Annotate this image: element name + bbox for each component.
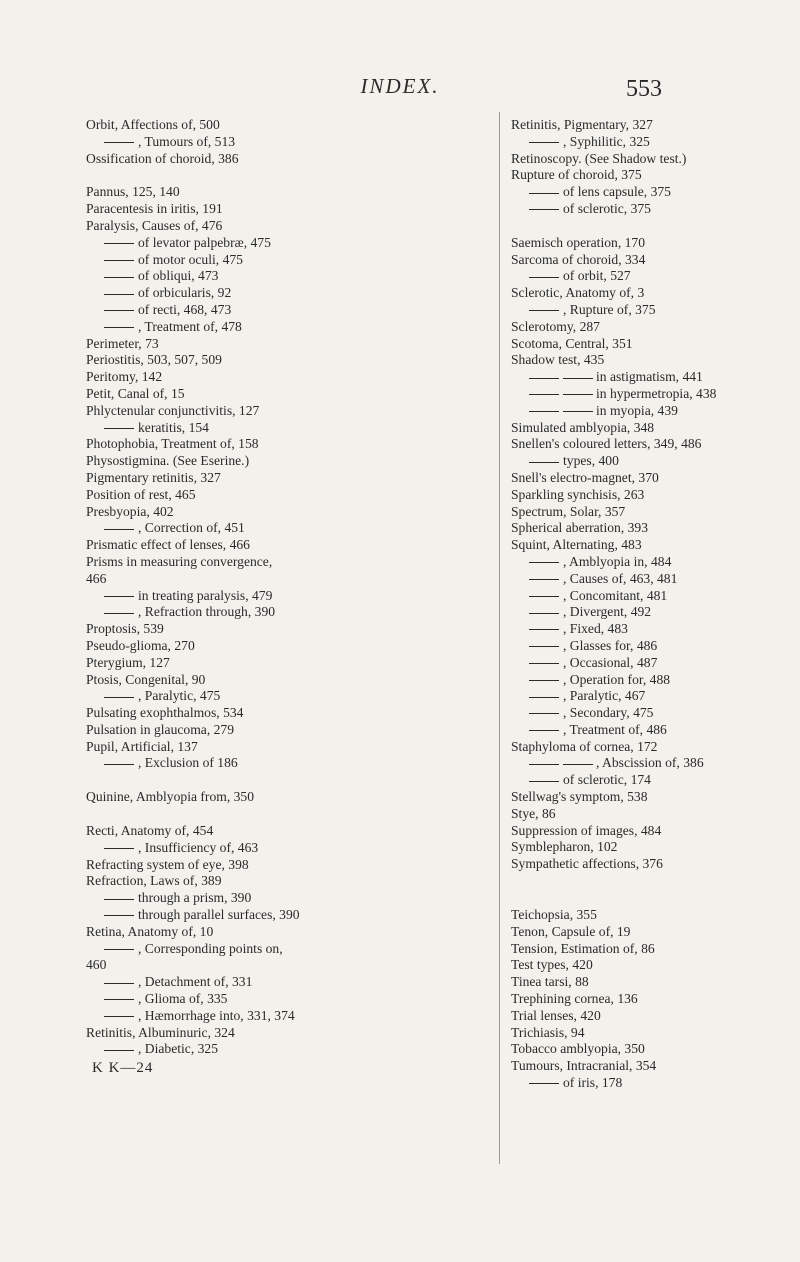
entry-text: in treating paralysis, 479 xyxy=(138,587,273,603)
entry-text: , Correction of, 451 xyxy=(138,520,245,536)
entry-text: Prismatic effect of lenses, 466 xyxy=(86,537,250,553)
ditto-dash xyxy=(529,209,559,210)
entry-text: in hypermetropia, 438 xyxy=(596,385,717,401)
entry-text: Petit, Canal of, 15 xyxy=(86,385,185,401)
index-subentry xyxy=(86,941,481,958)
entry-text: Sympathetic affections, 376 xyxy=(511,856,663,872)
entry-text: Sarcoma of choroid, 334 xyxy=(511,251,646,267)
entry-text: , Secondary, 475 xyxy=(563,705,654,721)
ditto-dash xyxy=(529,713,559,714)
entry-text: of sclerotic, 174 xyxy=(563,772,651,788)
entry-text: Suppression of images, 484 xyxy=(511,822,662,838)
entry-text: , Tumours of, 513 xyxy=(138,133,236,149)
index-subentry xyxy=(86,991,481,1008)
entry-text: Rupture of choroid, 375 xyxy=(511,167,642,183)
index-entry xyxy=(86,655,481,672)
running-header: INDEX. xyxy=(360,74,440,98)
index-subentry xyxy=(511,604,751,621)
entry-text: Trephining cornea, 136 xyxy=(511,991,638,1007)
entry-text: Saemisch operation, 170 xyxy=(511,234,646,250)
entry-text: Tobacco amblyopia, 350 xyxy=(511,1041,645,1057)
index-subentry xyxy=(511,638,751,655)
entry-text: Pterygium, 127 xyxy=(86,654,170,670)
entry-text: , Rupture of, 375 xyxy=(563,301,656,317)
ditto-dash xyxy=(529,680,559,681)
ditto-dash xyxy=(563,394,593,395)
index-subentry xyxy=(511,772,751,789)
entry-text: Retinitis, Pigmentary, 327 xyxy=(511,117,653,132)
index-entry-continuation xyxy=(86,571,481,588)
entry-text: Sparkling synchisis, 263 xyxy=(511,486,645,502)
entry-text: Tenon, Capsule of, 19 xyxy=(511,923,631,939)
entry-text: Sclerotic, Anatomy of, 3 xyxy=(511,285,645,301)
entry-text: Phlyctenular conjunctivitis, 127 xyxy=(86,402,260,418)
index-subentry xyxy=(511,588,751,605)
section-gap xyxy=(511,218,751,235)
ditto-dash xyxy=(104,899,134,900)
ditto-dash xyxy=(529,730,559,731)
index-entry xyxy=(511,537,751,554)
index-entry xyxy=(511,941,751,958)
index-entry xyxy=(511,991,751,1008)
entry-text: Pannus, 125, 140 xyxy=(86,184,180,200)
index-subentry xyxy=(511,655,751,672)
index-entry xyxy=(511,167,751,184)
entry-text: , Amblyopia in, 484 xyxy=(563,553,672,569)
index-column-right xyxy=(511,117,751,1092)
index-entry xyxy=(86,705,481,722)
entry-text: Symblepharon, 102 xyxy=(511,839,618,855)
ditto-dash xyxy=(104,428,134,429)
entry-text: in myopia, 439 xyxy=(596,402,678,418)
index-entry xyxy=(86,823,481,840)
index-entry xyxy=(511,285,751,302)
entry-text: , Diabetic, 325 xyxy=(138,1041,219,1057)
entry-text: , Treatment of, 478 xyxy=(138,318,242,334)
entry-text: Presbyopia, 402 xyxy=(86,503,174,519)
index-entry xyxy=(86,789,481,806)
ditto-dash xyxy=(529,596,559,597)
entry-text: Pulsating exophthalmos, 534 xyxy=(86,705,244,721)
index-subentry xyxy=(511,268,751,285)
entry-text: Tension, Estimation of, 86 xyxy=(511,940,655,956)
entry-text: of obliqui, 473 xyxy=(138,268,219,284)
entry-text: Spectrum, Solar, 357 xyxy=(511,503,626,519)
ditto-dash xyxy=(104,1016,134,1017)
ditto-dash xyxy=(529,310,559,311)
ditto-dash xyxy=(104,848,134,849)
ditto-dash xyxy=(529,629,559,630)
ditto-dash xyxy=(104,294,134,295)
index-subentry xyxy=(86,134,481,151)
entry-text: of orbicularis, 92 xyxy=(138,285,232,301)
index-entry xyxy=(511,1041,751,1058)
entry-text: 460 xyxy=(86,957,107,973)
index-entry xyxy=(86,453,481,470)
ditto-dash xyxy=(104,983,134,984)
index-entry xyxy=(511,470,751,487)
entry-text: Physostigmina. (See Eserine.) xyxy=(86,453,250,469)
index-entry xyxy=(511,856,751,873)
ditto-dash xyxy=(529,411,559,412)
index-entry xyxy=(86,336,481,353)
index-entry xyxy=(86,873,481,890)
ditto-dash xyxy=(563,411,593,412)
entry-text: Ossification of choroid, 386 xyxy=(86,150,239,166)
index-subentry xyxy=(86,252,481,269)
ditto-dash xyxy=(529,697,559,698)
ditto-dash xyxy=(104,596,134,597)
entry-text: , Fixed, 483 xyxy=(563,621,628,637)
entry-text: , Exclusion of 186 xyxy=(138,755,238,771)
index-entry xyxy=(511,839,751,856)
index-entry xyxy=(86,403,481,420)
entry-text: of lens capsule, 375 xyxy=(563,184,671,200)
column-divider xyxy=(499,112,500,1164)
index-subentry xyxy=(86,302,481,319)
entry-text: , Syphilitic, 325 xyxy=(563,133,650,149)
entry-text: Teichopsia, 355 xyxy=(511,907,597,923)
entry-text: Stye, 86 xyxy=(511,805,556,821)
entry-text: Orbit, Affections of, 500 xyxy=(86,117,220,132)
entry-text: Tumours, Intracranial, 354 xyxy=(511,1058,657,1074)
entry-text: , Operation for, 488 xyxy=(563,671,671,687)
ditto-dash xyxy=(104,260,134,261)
entry-text: Paracentesis in iritis, 191 xyxy=(86,201,223,217)
ditto-dash xyxy=(529,781,559,782)
ditto-dash xyxy=(529,562,559,563)
entry-text: , Paralytic, 475 xyxy=(138,688,221,704)
index-subentry xyxy=(511,403,751,420)
entry-text: through a prism, 390 xyxy=(138,890,252,906)
ditto-dash xyxy=(529,764,559,765)
index-entry xyxy=(511,1025,751,1042)
entry-text: Pulsation in glaucoma, 279 xyxy=(86,721,235,737)
ditto-dash xyxy=(529,579,559,580)
index-subentry xyxy=(86,319,481,336)
index-subentry xyxy=(86,840,481,857)
index-entry xyxy=(86,218,481,235)
section-gap xyxy=(511,890,751,907)
index-subentry xyxy=(511,302,751,319)
index-entry-continuation xyxy=(86,957,481,974)
entry-text: Squint, Alternating, 483 xyxy=(511,537,642,553)
index-subentry xyxy=(511,386,751,403)
index-entry xyxy=(86,722,481,739)
index-entry xyxy=(511,235,751,252)
index-subentry xyxy=(511,554,751,571)
entry-text: 466 xyxy=(86,570,107,586)
entry-text: in astigmatism, 441 xyxy=(596,369,703,385)
index-subentry xyxy=(86,420,481,437)
index-entry xyxy=(86,201,481,218)
entry-text: Perimeter, 73 xyxy=(86,335,159,351)
index-entry xyxy=(86,739,481,756)
ditto-dash xyxy=(104,327,134,328)
ditto-dash xyxy=(529,277,559,278)
entry-text: Snell's electro-magnet, 370 xyxy=(511,469,659,485)
index-entry xyxy=(511,1058,751,1075)
entry-text: keratitis, 154 xyxy=(138,419,209,435)
entry-text: Spherical aberration, 393 xyxy=(511,520,649,536)
ditto-dash xyxy=(104,697,134,698)
entry-text: Retina, Anatomy of, 10 xyxy=(86,923,214,939)
index-subentry xyxy=(86,520,481,537)
index-subentry xyxy=(86,907,481,924)
index-subentry xyxy=(86,890,481,907)
index-subentry xyxy=(86,755,481,772)
index-entry xyxy=(511,336,751,353)
entry-text: , Concomitant, 481 xyxy=(563,587,668,603)
index-entry xyxy=(511,352,751,369)
index-subentry xyxy=(86,1041,481,1058)
printer-signature: K K—24 xyxy=(92,1060,154,1077)
index-entry xyxy=(511,117,751,134)
section-gap xyxy=(86,772,481,789)
index-column-left xyxy=(86,117,481,1077)
entry-text: Stellwag's symptom, 538 xyxy=(511,789,648,805)
ditto-dash xyxy=(104,142,134,143)
ditto-dash xyxy=(529,613,559,614)
entry-text: Ptosis, Congenital, 90 xyxy=(86,671,206,687)
index-entry xyxy=(86,352,481,369)
index-entry xyxy=(511,739,751,756)
entry-text: of recti, 468, 473 xyxy=(138,301,232,317)
ditto-dash xyxy=(529,462,559,463)
ditto-dash xyxy=(104,529,134,530)
entry-text: , Glasses for, 486 xyxy=(563,637,658,653)
ditto-dash xyxy=(104,999,134,1000)
index-subentry xyxy=(511,369,751,386)
ditto-dash xyxy=(529,378,559,379)
index-subentry xyxy=(511,134,751,151)
ditto-dash xyxy=(104,764,134,765)
entry-text: Shadow test, 435 xyxy=(511,352,605,368)
index-entry xyxy=(86,924,481,941)
ditto-dash xyxy=(104,243,134,244)
entry-text: through parallel surfaces, 390 xyxy=(138,907,300,923)
entry-text: , Refraction through, 390 xyxy=(138,604,276,620)
entry-text: Refracting system of eye, 398 xyxy=(86,856,249,872)
entry-text: Paralysis, Causes of, 476 xyxy=(86,217,223,233)
entry-text: Retinoscopy. (See Shadow test.) xyxy=(511,150,687,166)
index-entry xyxy=(86,369,481,386)
entry-text: Periostitis, 503, 507, 509 xyxy=(86,352,222,368)
entry-text: , Glioma of, 335 xyxy=(138,991,228,1007)
entry-text: of levator palpebræ, 475 xyxy=(138,234,271,250)
section-gap xyxy=(86,806,481,823)
index-entry xyxy=(511,957,751,974)
index-subentry xyxy=(86,688,481,705)
entry-text: , Hæmorrhage into, 331, 374 xyxy=(138,1007,295,1023)
index-subentry xyxy=(511,453,751,470)
entry-text: Sclerotomy, 287 xyxy=(511,318,600,334)
ditto-dash xyxy=(104,1050,134,1051)
entry-text: Snellen's coloured letters, 349, 486 xyxy=(511,436,702,452)
index-subentry xyxy=(86,285,481,302)
index-entry xyxy=(511,1008,751,1025)
ditto-dash xyxy=(104,915,134,916)
ditto-dash xyxy=(529,394,559,395)
index-subentry xyxy=(511,571,751,588)
entry-text: , Detachment of, 331 xyxy=(138,974,253,990)
section-gap xyxy=(511,873,751,890)
index-subentry xyxy=(86,604,481,621)
index-entry xyxy=(86,621,481,638)
entry-text: , Insufficiency of, 463 xyxy=(138,839,259,855)
entry-text: Proptosis, 539 xyxy=(86,621,164,637)
entry-text: Refraction, Laws of, 389 xyxy=(86,873,222,889)
index-entry xyxy=(511,151,751,168)
entry-text: types, 400 xyxy=(563,453,619,469)
index-subentry xyxy=(86,588,481,605)
index-entry xyxy=(511,520,751,537)
index-entry xyxy=(511,924,751,941)
entry-text: , Paralytic, 467 xyxy=(563,688,646,704)
index-entry xyxy=(86,672,481,689)
entry-text: Pseudo-glioma, 270 xyxy=(86,637,195,653)
entry-text: Peritomy, 142 xyxy=(86,369,163,385)
index-entry xyxy=(86,504,481,521)
index-entry xyxy=(511,907,751,924)
entry-text: , Corresponding points on, xyxy=(138,940,283,956)
entry-text: Retinitis, Albuminuric, 324 xyxy=(86,1024,235,1040)
index-entry xyxy=(511,436,751,453)
index-entry xyxy=(511,252,751,269)
index-entry xyxy=(511,319,751,336)
index-subentry xyxy=(511,755,751,772)
page-number: 553 xyxy=(626,76,662,102)
entry-text: , Causes of, 463, 481 xyxy=(563,570,678,586)
entry-text: Scotoma, Central, 351 xyxy=(511,335,633,351)
entry-text: , Abscission of, 386 xyxy=(596,755,704,771)
index-entry xyxy=(511,504,751,521)
index-subentry xyxy=(511,184,751,201)
entry-text: Quinine, Amblyopia from, 350 xyxy=(86,789,255,805)
index-entry xyxy=(511,420,751,437)
entry-text: Recti, Anatomy of, 454 xyxy=(86,823,214,839)
index-entry xyxy=(86,470,481,487)
entry-text: Trichiasis, 94 xyxy=(511,1024,585,1040)
index-subentry xyxy=(511,705,751,722)
entry-text: Trial lenses, 420 xyxy=(511,1007,601,1023)
entry-text: Pigmentary retinitis, 327 xyxy=(86,469,221,485)
index-subentry xyxy=(511,201,751,218)
entry-text: , Divergent, 492 xyxy=(563,604,652,620)
ditto-dash xyxy=(104,310,134,311)
entry-text: Pupil, Artificial, 137 xyxy=(86,738,198,754)
index-entry xyxy=(86,487,481,504)
ditto-dash xyxy=(563,764,593,765)
index-subentry xyxy=(511,688,751,705)
entry-text: , Occasional, 487 xyxy=(563,654,658,670)
index-entry xyxy=(86,184,481,201)
index-subentry xyxy=(511,1075,751,1092)
index-entry xyxy=(86,857,481,874)
index-entry xyxy=(86,537,481,554)
ditto-dash xyxy=(529,646,559,647)
ditto-dash xyxy=(529,193,559,194)
entry-text: Simulated amblyopia, 348 xyxy=(511,419,655,435)
index-entry xyxy=(86,554,481,571)
index-entry xyxy=(511,789,751,806)
index-subentry xyxy=(86,974,481,991)
index-entry xyxy=(511,806,751,823)
entry-text: Photophobia, Treatment of, 158 xyxy=(86,436,259,452)
index-entry xyxy=(86,436,481,453)
index-entry xyxy=(86,638,481,655)
index-entry xyxy=(86,1025,481,1042)
index-subentry xyxy=(86,268,481,285)
index-entry xyxy=(86,151,481,168)
index-entry xyxy=(86,386,481,403)
section-gap xyxy=(86,167,481,184)
index-entry xyxy=(511,974,751,991)
entry-text: of orbit, 527 xyxy=(563,268,631,284)
index-subentry xyxy=(86,235,481,252)
ditto-dash xyxy=(529,142,559,143)
entry-text: Prisms in measuring convergence, xyxy=(86,553,273,569)
entry-text: Test types, 420 xyxy=(511,957,593,973)
ditto-dash xyxy=(104,613,134,614)
entry-text: , Treatment of, 486 xyxy=(563,721,667,737)
ditto-dash xyxy=(104,277,134,278)
entry-text: of iris, 178 xyxy=(563,1075,623,1091)
index-subentry xyxy=(511,722,751,739)
ditto-dash xyxy=(563,378,593,379)
entry-text: of motor oculi, 475 xyxy=(138,251,243,267)
ditto-dash xyxy=(529,663,559,664)
entry-text: Staphyloma of cornea, 172 xyxy=(511,738,658,754)
index-subentry xyxy=(86,1008,481,1025)
index-subentry xyxy=(511,621,751,638)
ditto-dash xyxy=(529,1083,559,1084)
index-entry xyxy=(511,487,751,504)
ditto-dash xyxy=(104,949,134,950)
entry-text: Tinea tarsi, 88 xyxy=(511,974,589,990)
index-subentry xyxy=(511,672,751,689)
entry-text: Position of rest, 465 xyxy=(86,486,196,502)
entry-text: of sclerotic, 375 xyxy=(563,200,651,216)
index-entry xyxy=(511,823,751,840)
index-entry xyxy=(86,117,481,134)
